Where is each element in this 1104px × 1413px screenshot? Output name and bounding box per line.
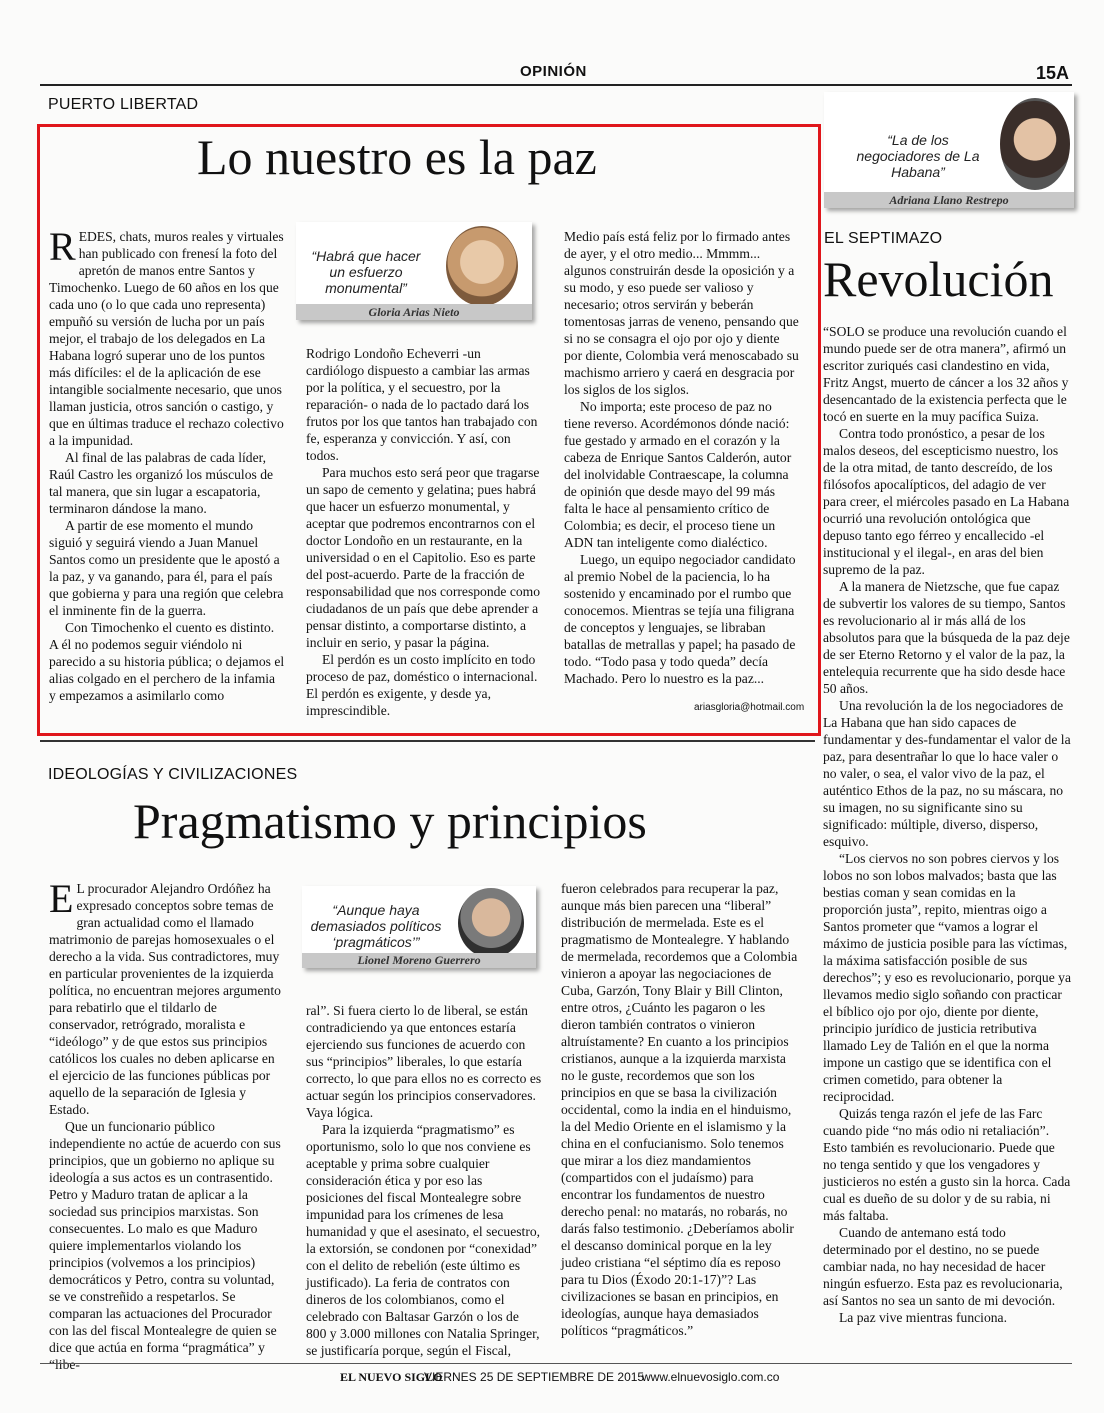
page-number: 15A [1036,63,1070,83]
article1-column-3: Medio país está feliz por lo firmado antes de ayer, y el otro medio... Mmmm... algunos construirán desde la oposición y a su modo, y eso puede ser valioso y necesario; otros servirán y beberán tomentosas jarras de veneno, pensando que si no se consagra el ojo por ojo y diente por diente, Colombia verá menoscabado su machismo arriero y caerá en desgracia por los siglos de los siglos. No importa; este proceso de paz no tiene reverso. Acordémonos dónde nació: fue gestado y armado en el corazón y la cabeza de Enrique Santos Calderón, autor del inolvidable Contraescape, la columna de opinión que desde mayo del 99 más falta le hace al pensamiento crítico de Colombia; es decir, el proceso tiene un ADN tan inteligente como dialéctico. Luego, un equipo negociador candidato al premio Nobel de la paciencia, lo ha sostenido y encaminado por el rumbo que conocemos. Mientras se tejía una filigrana de conceptos y lenguajes, se libraban batallas de metrallas y papel; ha pasado de todo. “Todo pasa y todo queda” decía Machado. Pero lo nuestro es la paz... [564,229,799,686]
footer-paper: EL NUEVO SIGLO [340,1370,443,1384]
article2-author: Adriana Llano Restrepo [824,192,1074,208]
article2-pull-quote [824,92,1074,208]
article3-title: Pragmatismo y principios [133,793,647,849]
article3-column-2: ral”. Si fuera cierto lo de liberal, se están contradiciendo ya que entonces estaría ejerciendo sus funciones de acuerdo con sus “principios” liberales, lo que estaría correcto, lo que para ellos no es correcto es actuar según los principios conservadores. Vaya lógica. Para la izquierda “pragmatismo” es oportunismo, solo lo que nos conviene es aceptable y prima sobre cualquier consideración ética y por eso las posiciones del fiscal Montealegre sobre impunidad para los crímenes de lesa humanidad y que el asesinato, el secuestro, la extorsión, se condonen por “conexidad” con el delito de rebelión (este último es justificado). La feria de contratos con dineros de los colombianos, como el celebrado con Baltasar Garzón o los de 800 y 3.000 millones con Natalia Springer, se justificaría porque, según el Fiscal, [306,1003,542,1358]
footer-url: www.elnuevosiglo.com.co [642,1370,780,1384]
article1-dropcap: R [49,224,76,269]
article1-pull-quote [296,222,532,320]
article3-pull-quote [302,886,536,968]
article3-section: IDEOLOGÍAS Y CIVILIZACIONES [48,766,298,783]
article2-quote-text: “La de los negociadores de La Habana” [856,132,980,180]
author-email: ariasgloria@hotmail.com [694,702,805,713]
article3-column-1: E L procurador Alejandro Ordóñez ha expresado conceptos sobre temas de gran actualidad como el llamado matrimonio de parejas homosexuales o el derecho a la vida. Sus contradictores, muy en particular provenientes de la izquierda política, no encuentran mejores argumento para rebatirlo que el tildarlo de conservador, retrógrado, moralista e “ideólogo” y de que estos sus principios católicos los cuales no deben aplicarse en el ejercicio de las funciones públicas por aquello de la separación de Iglesia y Estado. Que un funcionario público independiente no actúe de acuerdo con sus principios, que un gobierno no aplique su ideología a sus actos es un contrasentido. Petro y Maduro tratan de aplicar a la sociedad sus principios marxistas. Son consecuentes. Lo malo es que Maduro quiere implementarlos violando los principios (volvemos a los principios) democráticos y Petro, contra su voluntad, se ve constreñido a respetarlos. Se comparan las actuaciones del Procurador con las del fiscal Montealegre de quien se dice que actúa en forma “pragmática” y “libe- [49,876,281,1372]
article3-author: Lionel Moreno Guerrero [302,953,536,968]
article-separator [40,740,815,742]
footer-date: VIERNES 25 DE SEPTIEMBRE DE 2015 [424,1370,645,1384]
article3-dropcap: E [49,876,74,921]
author-photo [1000,98,1070,190]
footer-rule [40,1363,1072,1364]
author-photo [458,888,524,958]
article1-quote-text: “Habrá que hacer un esfuerzo monumental” [311,248,421,296]
article1-column-1: REDES, chats, muros reales y virtuales han publicado con frenesí la foto del apretón de manos entre Santos y Timochenko. Luego de 60 años en los que cada uno (o lo que cada uno representa) empuñó su versión de lucha por un país mejor, el trabajo de los delegados en La Habana logró superar uno de los puntos más difíciles: el de la aplicación de ese intangible socialmente necesario, que unos llaman justicia, otros sanción o castigo, y que en últimas traduce el rechazo colectivo a la impunidad. Al final de las palabras de cada líder, Raúl Castro les organizó los músculos de tal manera, que sin lugar a escapatoria, terminaron dándose la mano. A partir de ese momento el mundo siguió y seguirá viendo a Juan Manuel Santos como un presidente que le apostó a la paz, y va ganando, para él, para el país que gobierna y para una región que celebra el inminente fin de la guerra. Con Timochenko el cuento es distinto. A él no podemos seguir viéndolo ni parecido a su historia pública; o dejamos el alias colgado en el perchero de la infamia y empezamos a asimilarlo como [49,224,285,703]
article2-title: Revolución [823,251,1054,307]
article1-column-2: Rodrigo Londoño Echeverri -un cardiólogo dispuesto a cambiar las armas por la política, y el secuestro, por la reparación- o nada de lo pactado dará los frutos por los que tantos han trabajado con fe, esperanza y convicción. Y así, con todos. Para muchos esto será peor que tragarse un sapo de cemento y gelatina; pues habrá que hacer un esfuerzo monumental, y aceptar que podremos encontrarnos con el doctor Londoño en un restaurante, en la universidad o en el Capitolio. Eso es parte del post-acuerdo. Parte de la fracción de responsabilidad que nos corresponde como ciudadanos de un país que debe aprender a pensar distinto, a comportarse distinto, a incluir en serio, y pasar la página. El perdón es un costo implícito en todo proceso de paz, doméstico o internacional. El perdón es exigente, y desde ya, imprescindible. [306,346,541,718]
header-rule [40,84,1072,86]
article1-section: PUERTO LIBERTAD [48,96,199,113]
article2-body: “SOLO se produce una revolución cuando el mundo puede ser de otra manera”, afirmó un escritor zuriqués casi clandestino en vida, Fritz Angst, muerto de cáncer a los 32 años y desencantado de la existencia perfecta que le tocó en suerte en la muy pacífica Suiza. Contra todo pronóstico, a pesar de los malos deseos, del escepticismo nuestro, los de la otra mitad, de tanto descreído, de los filósofos apocalípticos, del adagio de ver para creer, el miércoles pasado en La Habana ocurrió una revolución ontológica que depuso tanto ego férreo y encallecido -el institucional y el ilegal-, en aras del bien supremo de la paz. A la manera de Nietzsche, que fue capaz de subvertir los valores de su tiempo, Santos es revolucionario al ir más allá de los absolutos para que la búsqueda de la paz deje de ser Eterno Retorno y el valor de la paz, la entelequia recurrente que ha sido desde hace 50 años. Una revolución la de los negociadores de La Habana que han sido capaces de fundamentar y des-fundamentar el valor de la paz, para desentrañar lo que lo hace valer o no valer, o sea, el valor vivo de la paz, el auténtico Ethos de la paz, no su máscara, no su imagen, no su significante sino su significado: múltiple, diverso, disperso, esquivo. “Los ciervos no son pobres ciervos y los lobos no son lobos malvados; basta que las bestias coman y sean comidas en la proporción justa”, repito, mientras oigo a Santos prometer que “vamos a lograr el máximo de justicia posible para las víctimas, la máxima satisfacción posible de sus derechos”; y eso es revolucionario, porque ya llevamos medio siglo soñando con practicar el bíblico ojo por ojo, diente por diente, principio jurídico de justicia retributiva llamado Ley de Talión en el que la norma impone un castigo que se identifica con el crimen cometido, para obtener la reciprocidad. Quizás tenga razón el jefe de las Farc cuando pide “no más odio ni retaliación”. Esto también es revolucionario. Puede que no tenga sentido y que los vengadores y justicieros no estén a gusto sin la horca. Cada cual es dueño de su dolor y de su rabia, ni más faltaba. Cuando de antemano está todo determinado por el destino, no se puede cambiar nada, no hay necesidad de hacer ningún esfuerzo. Esta paz es revolucionaria, así Santos no sea un santo de mi devoción. La paz vive mientras funciona. [823,324,1071,1325]
section-label: OPINIÓN [520,63,587,80]
article2-section: EL SEPTIMAZO [824,230,943,247]
article1-author: Gloria Arias Nieto [296,304,532,320]
article3-column-3: fueron celebrados para recuperar la paz, aunque más bien parecen una “liberal” distribución de mermelada. Este es el pragmatismo de Montealegre. Y hablando de mermelada, recordemos que a Colombia vinieron a apoyar las negociaciones de Cuba, Garzón, Tony Blair y Bill Clinton, entre otros, ¿Cuánto les pagaron o les dieron también contratos o vinieron altruístamente? En cuanto a los principios cristianos, aunque a la izquierda marxista no le guste, recordemos que son los principios en que se basa la civilización occidental, como la india en el hinduismo, la del Medio Oriente en el islamismo y la china en el confucianismo. Solo tenemos que mirar a los diez mandamientos (compartidos con el judaísmo) para encontrar los fundamentos de nuestro derecho penal: no matarás, no robarás, no darás falso testimonio. ¿Deberíamos abolir el descanso dominical porque en la ley judeo cristiana “el séptimo día es reposo para tu Dios (Éxodo 20:1-17)”? Las civilizaciones se basan en principios, en ideologías, aunque haya demasiados políticos “pragmáticos.” [561,881,798,1338]
article1-title: Lo nuestro es la paz [197,129,597,185]
author-photo [446,226,518,306]
article3-quote-text: “Aunque haya demasiados políticos ‘pragmáticos’” [310,902,442,950]
